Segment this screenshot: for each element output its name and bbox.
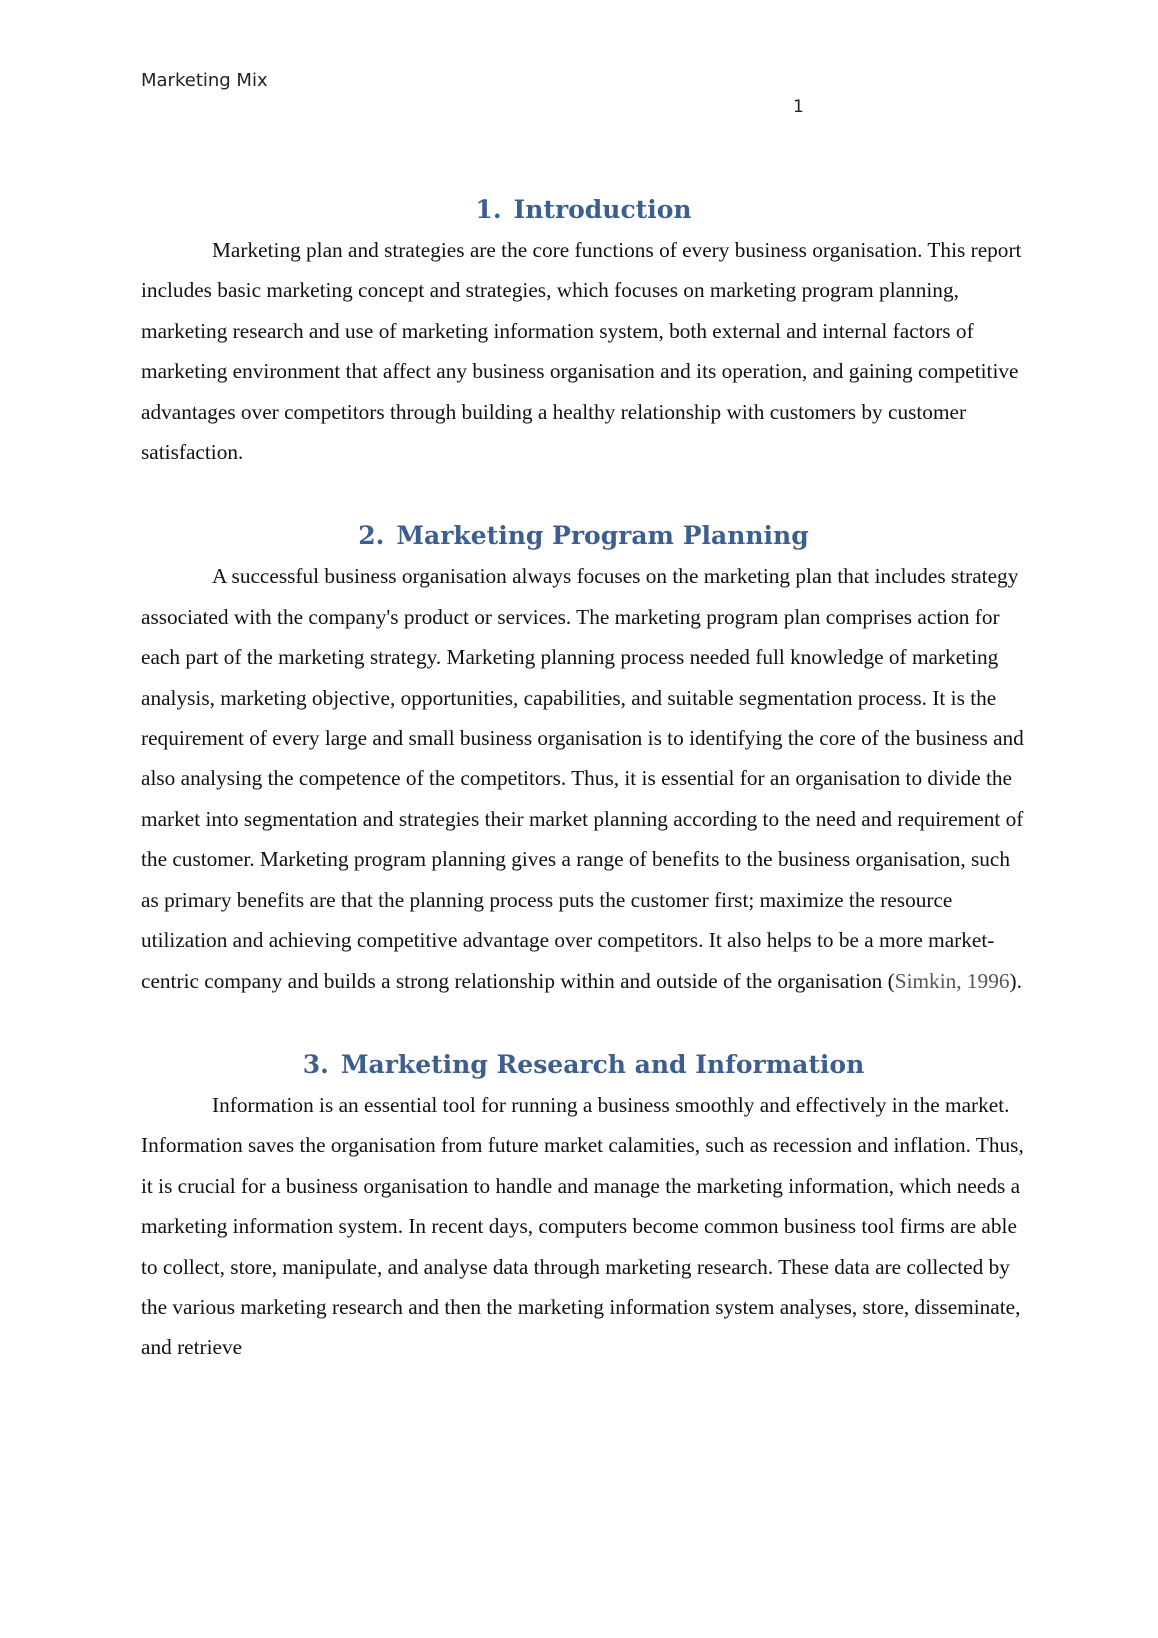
section-heading (141, 1045, 1026, 1085)
section-number: 2. (358, 521, 385, 551)
section-number: 1. (475, 195, 502, 224)
section-heading (141, 190, 1026, 230)
paragraph-end: ). (1009, 968, 1022, 993)
section-marketing-research (141, 1045, 1026, 1368)
document-body (141, 190, 1026, 1368)
paragraph-text: A successful business organisation always focuses on the marketing plan that includes strategy associated with the company's product or services. The marketing program plan comprises action for each part of the marketing strategy. Marketing planning process needed full knowledge of marketing analysis, marketing objective, opportunities, capabilities, and suitable segmentation process. It is the requirement of every large and small business organisation is to identifying the core of the business and also analysing the competence of the competitors. Thus, it is essential for an organisation to divide the market into segmentation and strategies their market planning according to the need and requirement of the customer. Marketing program planning gives a range of benefits to the business organisation, such as primary benefits are that the planning process puts the customer first; maximize the resource utilization and achieving competitive advantage over competitors. It also helps to be a more market-centric company and builds a strong relationship within and outside of the organisation ( (141, 564, 1024, 993)
section-title: Introduction (513, 195, 692, 224)
section-heading (141, 516, 1026, 556)
section-paragraph: Marketing plan and strategies are the core functions of every business organisation. This report includes basic marketing concept and strategies, which focuses on marketing program planning, marketing research and use of marketing information system, both external and internal factors of marketing environment that affect any business organisation and its operation, and gaining competitive advantages over competitors through building a healthy relationship with customers by customer satisfaction. (141, 238, 1022, 465)
section-title: Marketing Research and Information (340, 1049, 865, 1079)
section-paragraph: Information is an essential tool for running a business smoothly and effectively in the market. Information saves the organisation from future market calamities, such as recession and inflation. Thus, it is crucial for a business organisation to handle and manage the marketing information, which needs a marketing information system. In recent days, computers become common business tool firms are able to collect, store, manipulate, and analyse data through marketing research. These data are collected by the various marketing research and then the marketing information system analyses, store, disseminate, and retrieve (141, 1092, 1024, 1360)
section-paragraph (141, 556, 1026, 1000)
section-number: 3. (302, 1049, 329, 1079)
section-marketing-program-planning (141, 516, 1026, 1000)
section-introduction (141, 190, 1026, 472)
running-header-title: Marketing Mix (141, 70, 268, 91)
section-title: Marketing Program Planning (396, 521, 809, 551)
citation: Simkin, 1996 (894, 968, 1010, 993)
page-number: 1 (793, 97, 804, 117)
